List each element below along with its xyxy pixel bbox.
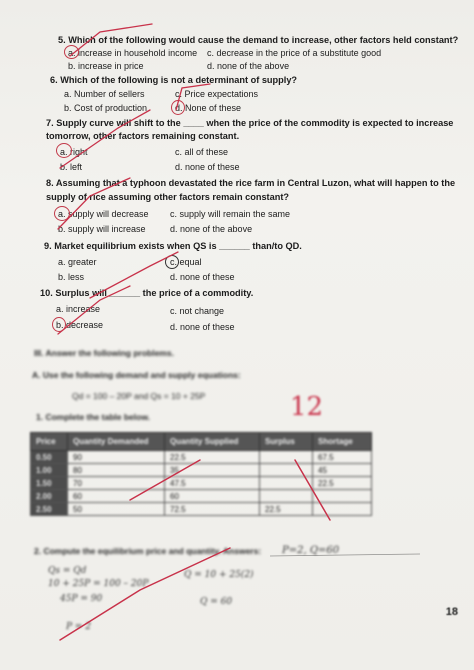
question-7-stem-line2: tomorrow, other factors remaining constant. bbox=[46, 131, 240, 141]
question-8-stem-line1: 8. Assuming that a typhoon devastated the rice farm in Central Luzon, what will happen to the bbox=[46, 178, 456, 188]
check-mark-q5 bbox=[70, 24, 152, 56]
q5-option-a: a. increase in household income bbox=[68, 48, 198, 58]
task-1-label: 1. Complete the table below. bbox=[36, 412, 150, 422]
q8-option-d: d. none of the above bbox=[170, 224, 253, 234]
table-row: 2.50 50 72.5 22.5 bbox=[31, 503, 372, 516]
q10-option-a: a. increase bbox=[56, 304, 101, 314]
q8-option-c: c. supply will remain the same bbox=[170, 209, 291, 219]
q7-option-c: c. all of these bbox=[175, 147, 229, 157]
table-row: 2.00 60 60 bbox=[31, 490, 372, 503]
table-row: 0.50 90 22.5 67.5 bbox=[31, 451, 372, 464]
work-line: Q = 60 bbox=[200, 597, 233, 607]
check-mark-q7 bbox=[60, 110, 150, 168]
answer-underline bbox=[270, 554, 420, 556]
question-10-stem: 10. Surplus will ______ the price of a commodity. bbox=[40, 288, 254, 298]
q6-option-a: a. Number of sellers bbox=[64, 89, 145, 99]
table-row: 1.50 70 47.5 22.5 bbox=[31, 477, 372, 490]
q5-option-c: c. decrease in the price of a substitute good bbox=[207, 48, 382, 58]
col-shortage: Shortage bbox=[313, 433, 372, 451]
question-6-stem: 6. Which of the following is not a determinant of supply? bbox=[50, 75, 298, 85]
col-surplus: Surplus bbox=[260, 433, 313, 451]
check-mark-q6 bbox=[176, 84, 210, 110]
question-7-stem-line1: 7. Supply curve will shift to the ____ when the price of the commodity is expected to increase bbox=[46, 118, 454, 128]
check-mark-q8 bbox=[58, 178, 130, 229]
equations: Qd = 100 – 20P and Qs = 10 + 25P bbox=[72, 391, 206, 401]
q9-option-d: d. none of these bbox=[170, 272, 235, 282]
col-qd: Quantity Demanded bbox=[68, 433, 165, 451]
q8-option-a: a. supply will decrease bbox=[58, 209, 149, 219]
question-9-stem: 9. Market equilibrium exists when QS is ______ than/to QD. bbox=[44, 241, 302, 251]
check-mark-q10 bbox=[58, 286, 130, 334]
q6-option-b: b. Cost of production bbox=[64, 103, 148, 113]
score-mark: 12 bbox=[290, 392, 324, 422]
work-line: Qs = Qd bbox=[48, 566, 87, 576]
q8-option-b: b. supply will increase bbox=[58, 224, 146, 234]
q7-option-b: b. left bbox=[60, 162, 83, 172]
question-8-stem-line2: supply of rice assuming other factors remain constant? bbox=[46, 192, 290, 202]
table-check-mark bbox=[295, 460, 330, 520]
q10-option-b: b. decrease bbox=[56, 320, 104, 330]
col-qs: Quantity Supplied bbox=[165, 433, 260, 451]
table-row: 1.00 80 35 45 bbox=[31, 464, 372, 477]
answer-scrawl: P=2, Q=60 bbox=[282, 545, 340, 556]
q10-option-c: c. not change bbox=[170, 306, 225, 316]
work-line: P = 2 bbox=[66, 622, 92, 632]
col-price: Price bbox=[31, 433, 68, 451]
q9-option-a: a. greater bbox=[58, 257, 97, 267]
q10-option-d: d. none of these bbox=[170, 322, 235, 332]
work-line: 10 + 25P = 100 – 20P bbox=[48, 579, 149, 589]
part3-instruction: A. Use the following demand and supply equations: bbox=[32, 370, 241, 380]
q9-option-b: b. less bbox=[58, 272, 85, 282]
work-line: Q = 10 + 25(2) bbox=[184, 570, 254, 580]
q6-option-d: d. None of these bbox=[175, 103, 242, 113]
q5-option-b: b. increase in price bbox=[68, 61, 144, 71]
q7-option-d: d. none of these bbox=[175, 162, 240, 172]
page-number: 18 bbox=[445, 606, 458, 618]
work-check-mark bbox=[60, 548, 233, 640]
q6-option-c: c. Price expectations bbox=[175, 89, 259, 99]
q7-option-a: a. right bbox=[60, 147, 88, 157]
check-mark-q9 bbox=[90, 252, 178, 298]
q5-option-d: d. none of the above bbox=[207, 61, 290, 71]
question-5-stem: 5. Which of the following would cause the demand to increase, other factors held constant? bbox=[58, 35, 459, 45]
work-line: 45P = 90 bbox=[60, 594, 103, 604]
task-2-label: 2. Compute the equilibrium price and quantity. Answers: bbox=[34, 546, 262, 556]
q9-option-c: c. equal bbox=[170, 257, 202, 267]
table-slash-mark bbox=[130, 460, 200, 500]
part3-heading: III. Answer the following problems. bbox=[34, 348, 174, 358]
